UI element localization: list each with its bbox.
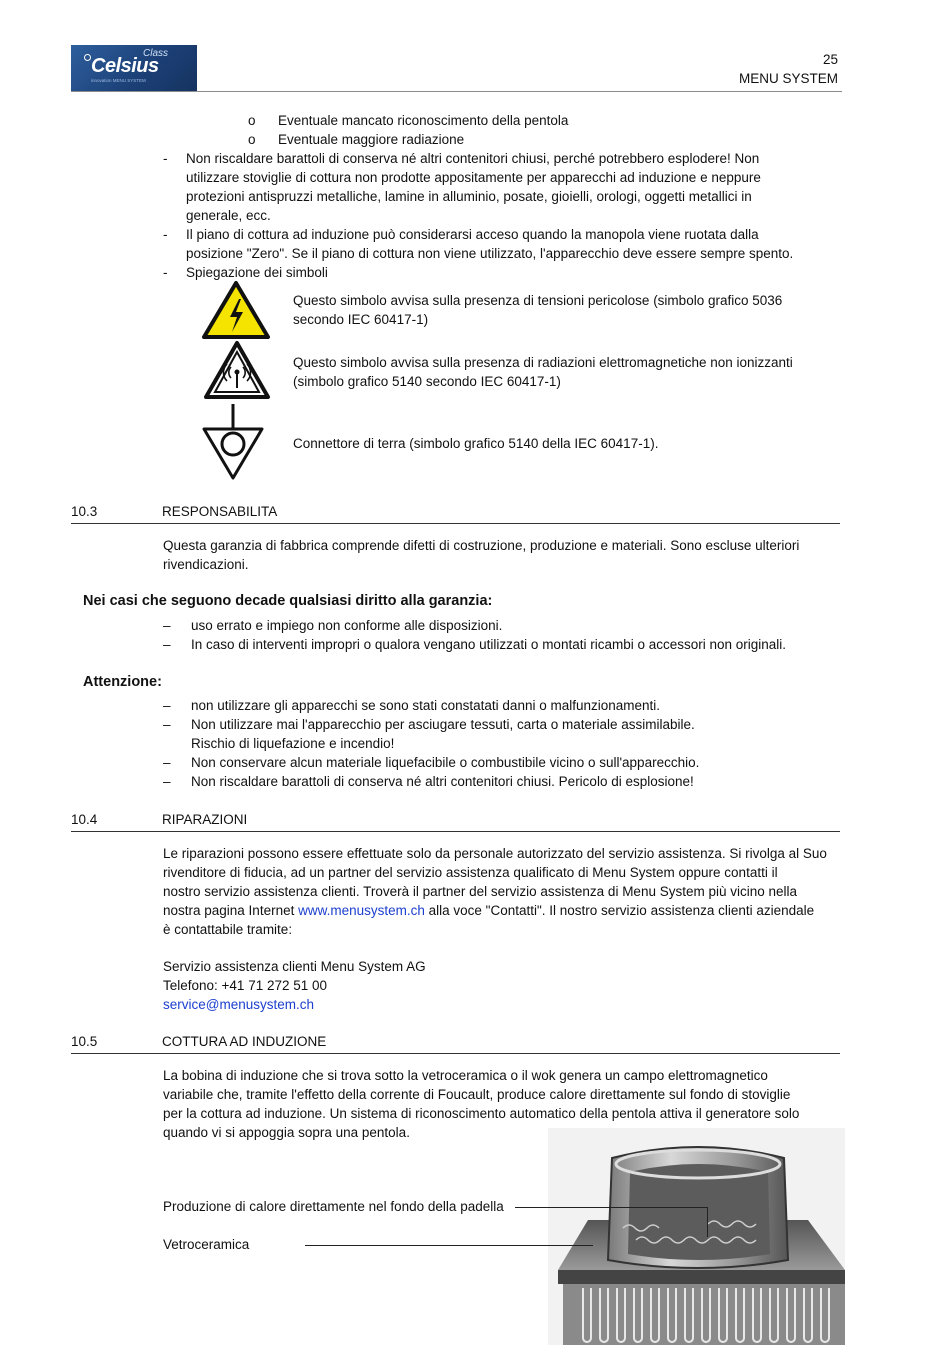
page-header-right	[739, 50, 838, 88]
section-title-cottura-induzione: COTTURA AD INDUZIONE	[162, 1034, 327, 1049]
radiation-symbol-text-1: Questo simbolo avvisa sulla presenza di radiazioni elettromagnetiche non ionizzanti	[293, 355, 793, 370]
logo-class: Class	[143, 48, 169, 59]
section-divider	[71, 1053, 840, 1054]
page-number: 25	[822, 52, 838, 67]
section-number-10-4: 10.4	[71, 812, 98, 827]
logo-circle-icon	[84, 54, 91, 61]
logo-subtitle: innovation MENU SYSTEM	[91, 78, 146, 83]
attention-item-1: non utilizzare gli apparecchi se sono stati constatati danni o malfunzionamenti.	[191, 698, 661, 713]
riparazioni-body-line2: rivenditore di fiducia, ad un partner del servizio assistenza qualificato di Menu System oppure contatti il	[163, 865, 778, 880]
attention-item-2-continued: Rischio di liquefazione e incendio!	[191, 736, 395, 751]
section-title-responsabilita: RESPONSABILITA	[162, 504, 278, 519]
leader-line-ceramic	[305, 1245, 593, 1246]
bullet-simboli: Spiegazione dei simboli	[186, 265, 328, 280]
bullet-acceso-line1: Il piano di cottura ad induzione può considerarsi acceso quando la manopola viene ruotata dalla	[186, 227, 759, 242]
list-dash: –	[163, 774, 171, 789]
ground-symbol-text: Connettore di terra (simbolo grafico 5140 della IEC 60417-1).	[293, 436, 659, 451]
radiation-symbol-text-2: (simbolo grafico 5140 secondo IEC 60417-1)	[293, 374, 561, 389]
website-link[interactable]: www.menusystem.ch	[298, 903, 425, 918]
sub-bullet-1: Eventuale mancato riconoscimento della pentola	[278, 113, 569, 128]
ground-connector-icon	[200, 402, 266, 482]
bullet-conserve-line2: utilizzare stoviglie di cottura non prodotte appositamente per apparecchi ad induzione e neppure	[186, 170, 761, 185]
running-title: MENU SYSTEM	[738, 71, 838, 86]
leader-line-heat-drop	[707, 1207, 708, 1237]
attention-heading: Attenzione:	[83, 674, 162, 690]
bullet-dash: -	[163, 265, 168, 280]
riparazioni-body-line1: Le riparazioni possono essere effettuate solo da personale autorizzato del servizio assistenza. Si rivolga al Suo	[163, 846, 827, 861]
attention-item-3: Non conservare alcun materiale liquefacibile o combustibile vicino o sull'apparecchio.	[191, 755, 700, 770]
contact-phone: Telefono: +41 71 272 51 00	[163, 978, 328, 993]
section-divider	[71, 831, 840, 832]
section-number-10-5: 10.5	[71, 1034, 98, 1049]
label-vetroceramica: Vetroceramica	[163, 1237, 250, 1252]
induzione-body-line3: per la cottura ad induzione. Un sistema di riconoscimento automatico della pentola attiva il generatore solo	[163, 1106, 800, 1121]
label-heat-production: Produzione di calore direttamente nel fondo della padella	[163, 1199, 504, 1214]
induzione-body-line1: La bobina di induzione che si trova sotto la vetroceramica o il wok genera un campo elettromagnetico	[163, 1068, 768, 1083]
leader-line-heat	[515, 1207, 708, 1208]
list-dash: –	[163, 618, 171, 633]
responsabilita-body-line1: Questa garanzia di fabbrica comprende difetti di costruzione, produzione e materiali. Sono escluse ulteriori	[163, 538, 800, 553]
bullet-dash: -	[163, 227, 168, 242]
celsius-logo	[71, 45, 197, 91]
body-text: nostra pagina Internet	[163, 903, 299, 918]
attention-item-4: Non riscaldare barattoli di conserva né altri contenitori chiusi. Pericolo di esplosione!	[191, 774, 694, 789]
bullet-acceso-line2: posizione "Zero". Se il piano di cottura non viene utilizzato, l'apparecchio deve essere sempre spento.	[186, 246, 794, 261]
section-number-10-3: 10.3	[71, 504, 98, 519]
warranty-void-item-1: uso errato e impiego non conforme alle disposizioni.	[191, 618, 503, 633]
induzione-body-line2: variabile che, tramite l'effetto della corrente di Foucault, produce calore direttamente sul fondo di stoviglie	[163, 1087, 791, 1102]
header-divider	[71, 91, 842, 92]
sub-bullet-marker: o	[248, 113, 256, 128]
riparazioni-body-line4	[163, 901, 814, 920]
body-text: alla voce "Contatti". Il nostro servizio assistenza clienti aziendale	[424, 903, 815, 918]
contact-name: Servizio assistenza clienti Menu System AG	[163, 959, 426, 974]
list-dash: –	[163, 698, 171, 713]
voltage-symbol-text-1: Questo simbolo avvisa sulla presenza di tensioni pericolose (simbolo grafico 5036	[293, 293, 783, 308]
induzione-body-line4: quando vi si appoggia sopra una pentola.	[163, 1125, 410, 1140]
warranty-void-heading: Nei casi che seguono decade qualsiasi diritto alla garanzia:	[83, 593, 493, 609]
list-dash: –	[163, 717, 171, 732]
warranty-void-item-2: In caso di interventi impropri o qualora vengano utilizzati o montati ricambi o accessori non originali.	[191, 637, 787, 652]
bullet-conserve-line4: generale, ecc.	[186, 208, 271, 223]
responsabilita-body-line2: rivendicazioni.	[163, 557, 249, 572]
list-dash: –	[163, 755, 171, 770]
attention-item-2: Non utilizzare mai l'apparecchio per asciugare tessuti, carta o materiale assimilabile.	[191, 717, 695, 732]
radiation-warning-icon	[203, 340, 271, 400]
voltage-symbol-text-2: secondo IEC 60417-1)	[293, 312, 429, 327]
bullet-dash: -	[163, 151, 168, 166]
contact-email-link[interactable]: service@menusystem.ch	[163, 997, 314, 1012]
bullet-conserve-line3: protezioni antispruzzi metalliche, lamine in alluminio, posate, gioielli, orologi, oggetti metallici in	[186, 189, 752, 204]
riparazioni-body-line5: è contattabile tramite:	[163, 922, 293, 937]
riparazioni-body-line3: nostro servizio assistenza clienti. Troverà il partner del servizio assistenza di Menu System più vicino nella	[163, 884, 798, 899]
section-title-riparazioni: RIPARAZIONI	[162, 812, 248, 827]
induction-pot-illustration	[548, 1128, 845, 1345]
list-dash: –	[163, 637, 171, 652]
sub-bullet-2: Eventuale maggiore radiazione	[278, 132, 465, 147]
bullet-conserve-line1: Non riscaldare barattoli di conserva né altri contenitori chiusi, perché potrebbero esplodere! Non	[186, 151, 760, 166]
sub-bullet-marker: o	[248, 132, 256, 147]
section-divider	[71, 523, 840, 524]
logo-brand: Celsius	[91, 55, 159, 77]
high-voltage-warning-icon	[201, 280, 271, 340]
